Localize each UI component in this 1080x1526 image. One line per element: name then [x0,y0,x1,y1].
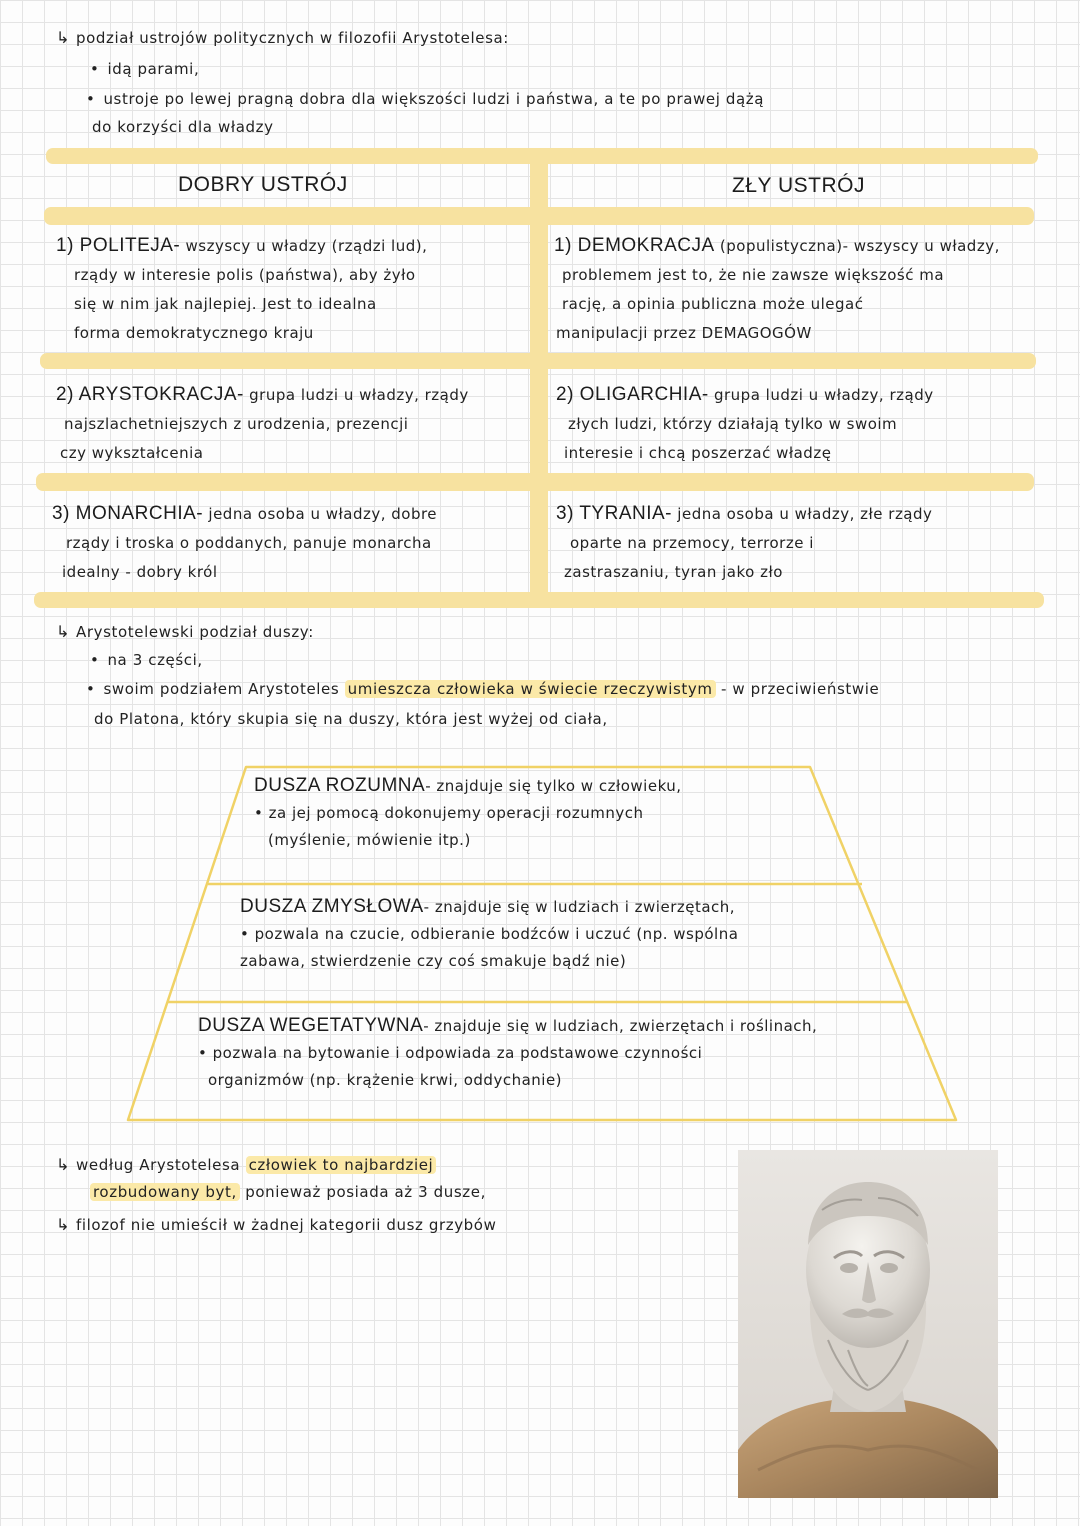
bullet-icon: • [86,90,96,108]
bullet-icon: • [90,651,100,669]
bad-cell-demokracja: 1) DEMOKRACJA (populistyczna)- wszyscy u władzy, problemem jest to, że nie zawsze większość ma rację, a opinia publiczna może ulegać manipulacji przez DEMAGOGÓW [554,235,1000,342]
aristotle-bust-image [738,1150,998,1498]
arrow-icon: ↳ [56,1215,71,1234]
pyramid-level-rational: DUSZA ROZUMNA- znajduje się tylko w człowieku, • za jej pomocą dokonujemy operacji rozumnych (myślenie, mówienie itp.) [254,775,682,849]
soul-bullet-2-cont: do Platona, który skupia się na duszy, która jest wyżej od ciała, [94,710,608,728]
bad-cell-oligarchia: 2) OLIGARCHIA- grupa ludzi u władzy, rządy złych ludzi, którzy działają tylko w swoim interesie i chcą poszerzać władzę [556,384,934,462]
conclusion-line-1: ↳ według Arystotelesa człowiek to najbardziej [56,1155,436,1174]
bad-regime-header: ZŁY USTRÓJ [732,174,865,197]
bad-cell-tyrania: 3) TYRANIA- jedna osoba u władzy, złe rządy oparte na przemocy, terrorze i zastraszaniu, tyran jako zło [556,503,933,581]
good-regime-header: DOBRY USTRÓJ [178,173,348,196]
pyramid-level-vegetative: DUSZA WEGETATYWNA- znajduje się w ludziach, zwierzętach i roślinach, • pozwala na bytowanie i odpowiada za podstawowe czynności organizmów (np. krążenie krwi, oddychanie) [198,1015,818,1089]
intro-bullet-2: • ustroje po lewej pragną dobra dla większości ludzi i państwa, a te po prawej dążą [86,90,765,108]
intro-heading: ↳ podział ustrojów politycznych w filozofii Arystotelesa: [56,28,509,47]
pyramid-level-sensory: DUSZA ZMYSŁOWA- znajduje się w ludziach i zwierzętach, • pozwala na czucie, odbieranie bodźców i uczuć (np. wspólna zabawa, stwierdzenie czy coś smakuje bądź nie) [240,896,739,970]
intro-bullet-1: • idą parami, [90,60,200,78]
arrow-icon: ↳ [56,1155,71,1174]
highlight: rozbudowany byt, [90,1183,240,1201]
intro-bullet-2-cont: do korzyści dla władzy [92,118,274,136]
bullet-icon: • [86,680,96,698]
soul-heading: ↳ Arystotelewski podział duszy: [56,622,314,641]
conclusion-line-3: ↳ filozof nie umieścił w żadnej kategorii dusz grzybów [56,1215,497,1234]
soul-bullet-1: • na 3 części, [90,651,203,669]
conclusion-line-2: rozbudowany byt, ponieważ posiada aż 3 dusze, [90,1183,486,1201]
good-cell-arystokracja: 2) ARYSTOKRACJA- grupa ludzi u władzy, rządy najszlachetniejszych z urodzenia, prezencji czy wykształcenia [56,384,469,462]
arrow-icon: ↳ [56,28,71,47]
good-cell-monarchia: 3) MONARCHIA- jedna osoba u władzy, dobre rządy i troska o poddanych, panuje monarcha idealny - dobry król [52,503,438,581]
arrow-icon: ↳ [56,622,71,641]
highlight: umieszcza człowieka w świecie rzeczywistym [345,680,716,698]
bullet-icon: • [90,60,100,78]
good-cell-politeja: 1) POLITEJA- wszyscy u władzy (rządzi lud), rządy w interesie polis (państwa), aby żyło się w nim jak najlepiej. Jest to idealna forma demokratycznego kraju [56,235,428,342]
highlight: człowiek to najbardziej [246,1156,437,1174]
soul-bullet-2: • swoim podziałem Arystoteles umieszcza człowieka w świecie rzeczywistym - w przeciwieństwie [86,680,880,698]
